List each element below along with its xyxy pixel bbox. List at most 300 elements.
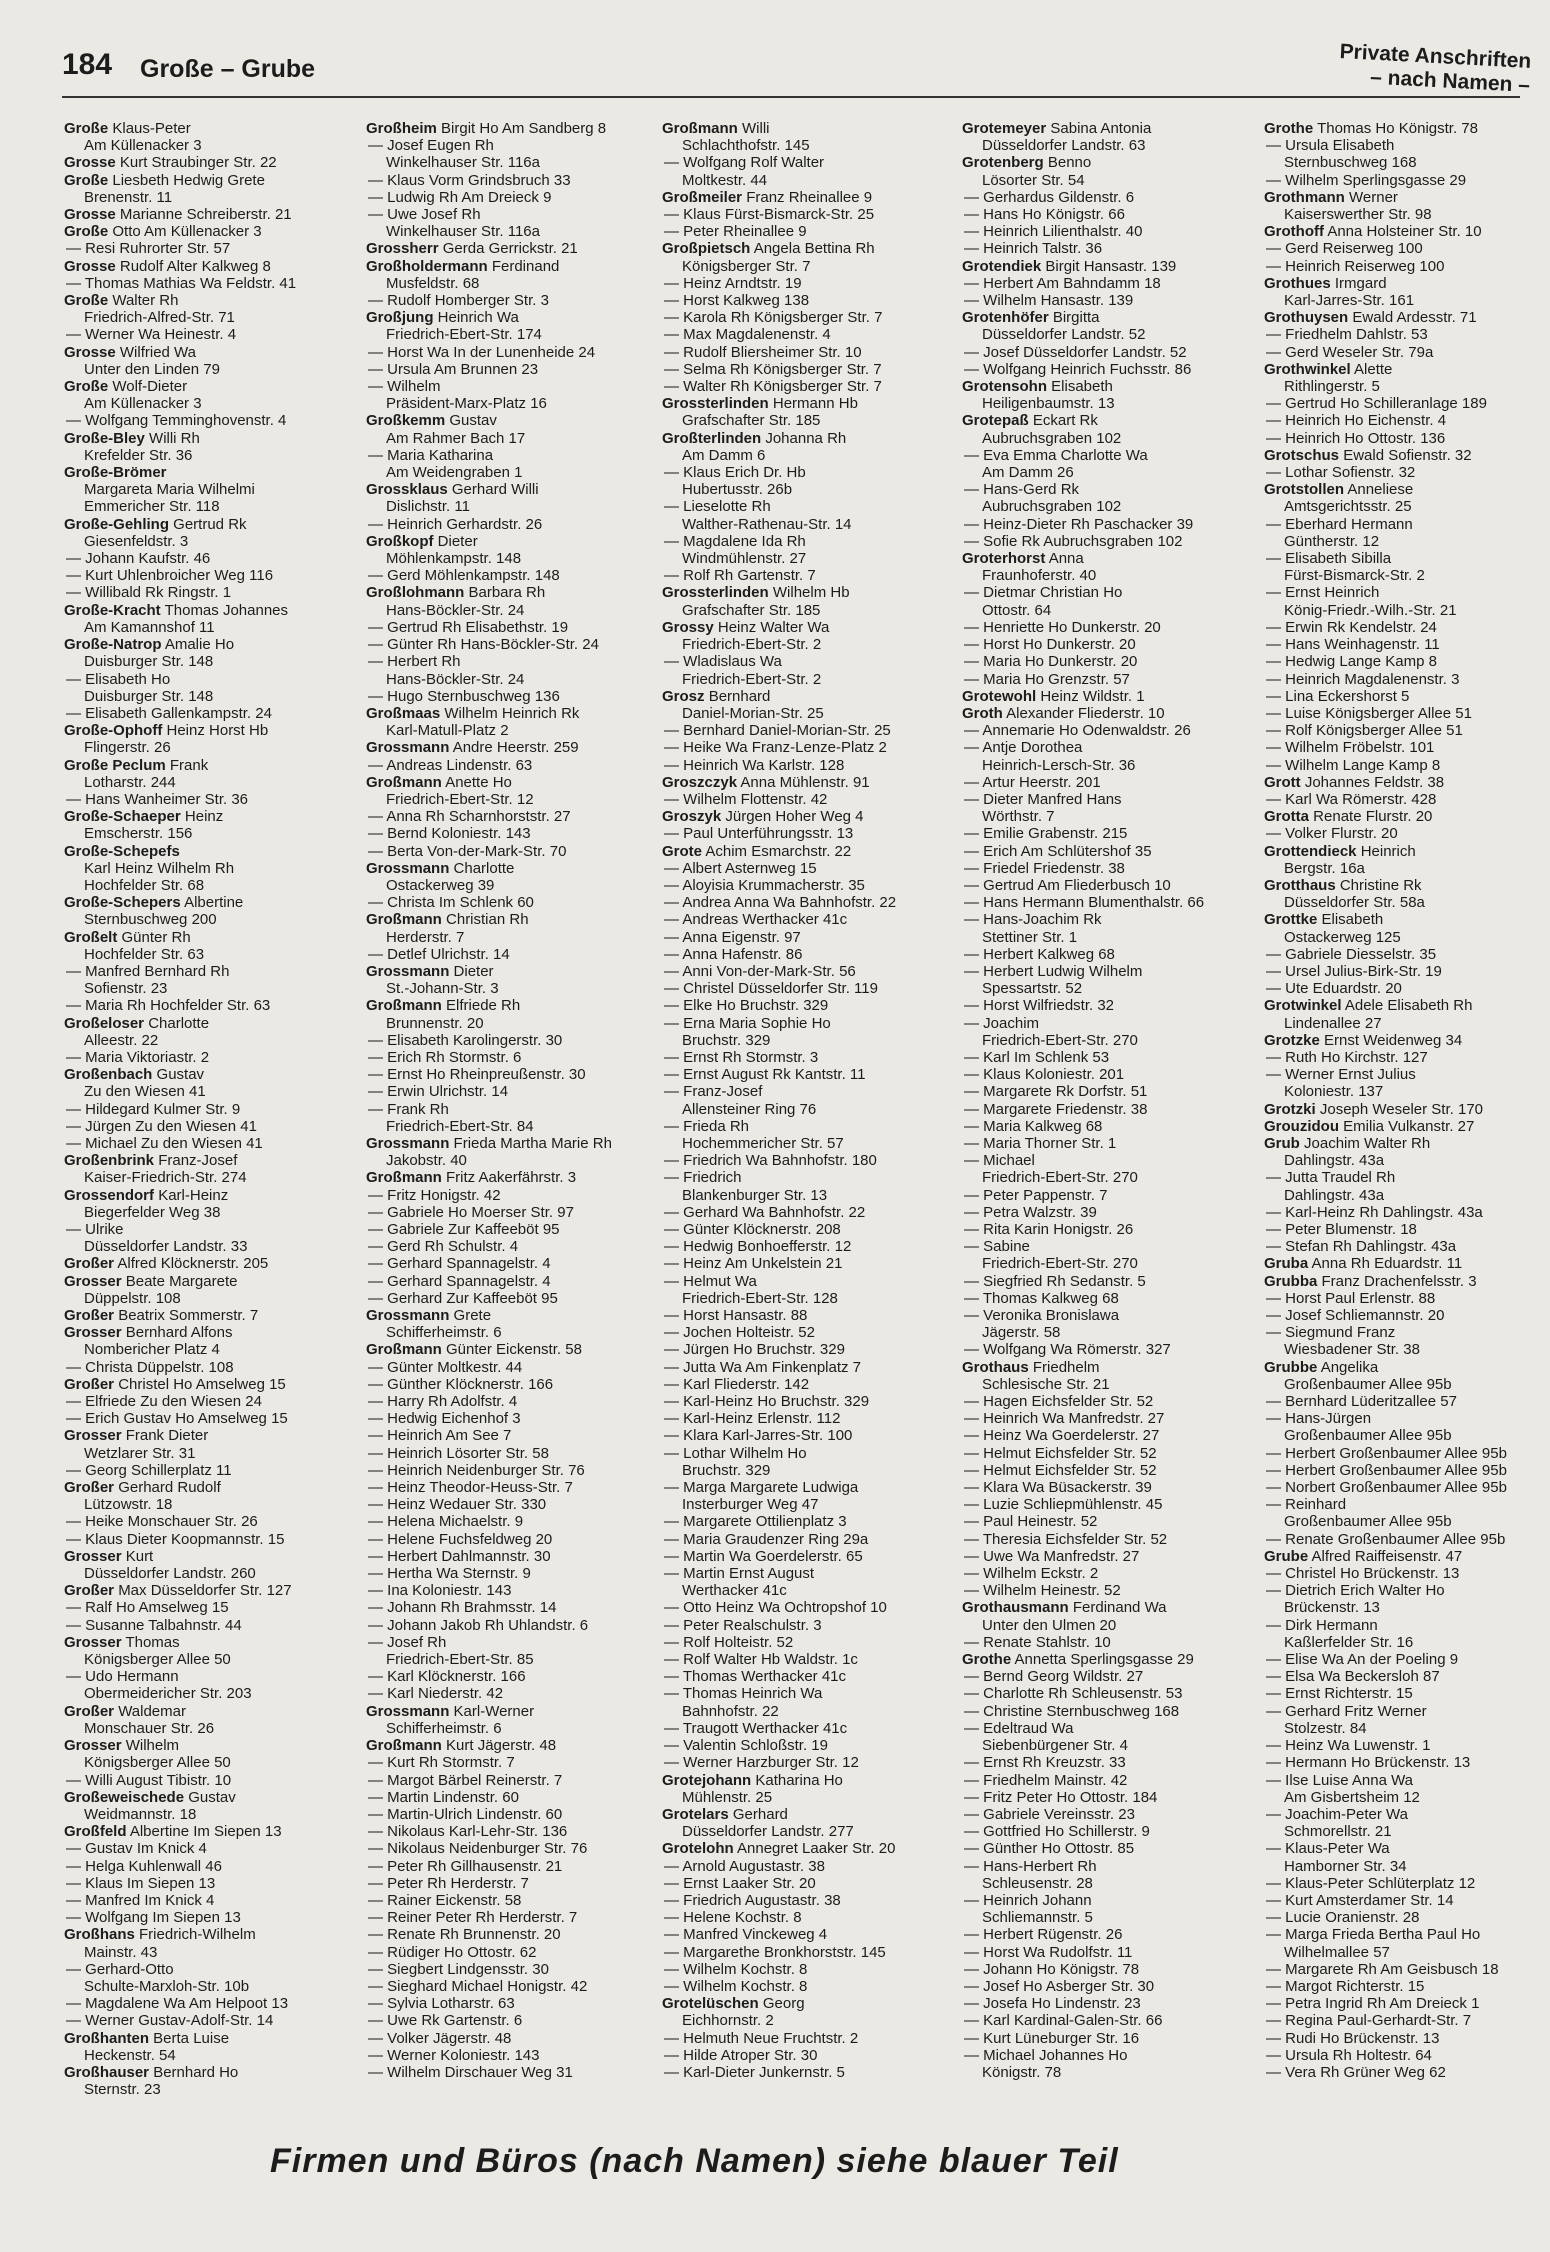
surname: Großlohmann <box>366 584 465 602</box>
sub-entry-line: — Gabriele Vereinsstr. 23 <box>964 1805 1135 1823</box>
sub-entry-line: — Thomas Mathias Wa Feldstr. 41 <box>66 274 297 292</box>
sub-entry-line: — Hans Weinhagenstr. 11 <box>1266 636 1440 654</box>
entry-details: Benno <box>1047 154 1092 172</box>
entry-line <box>1264 223 1550 240</box>
sub-entry-line: — Peter Realschulstr. 3 <box>664 1616 822 1634</box>
entry-line <box>1264 843 1550 860</box>
surname: Grossmann <box>366 1307 450 1325</box>
sub-entry-line: — Jutta Traudel Rh <box>1266 1169 1396 1187</box>
entry-details: Bernhard Alfons <box>125 1324 233 1342</box>
surname: Grosser <box>64 1324 122 1342</box>
sub-entry-line: — Hans-Joachim Rk <box>964 911 1102 929</box>
sub-entry-line: — Karl-Heinz Rh Dahlingstr. 43a <box>1266 1203 1483 1221</box>
sub-entry-line: — Andrea Anna Wa Bahnhofstr. 22 <box>664 894 897 912</box>
entry-line <box>366 120 658 137</box>
sub-entry-line: — Hans Hermann Blumenthalstr. 66 <box>964 894 1205 912</box>
sub-entry-line: — Maria Viktoriastr. 2 <box>66 1048 210 1066</box>
entry-details: Anna <box>1048 550 1084 568</box>
sub-entry-line: — Fritz Honigstr. 42 <box>368 1186 501 1204</box>
continuation-line: Zu den Wiesen 41 <box>84 1083 206 1101</box>
sub-entry-line: — Horst Hansastr. 88 <box>664 1307 808 1325</box>
sub-entry-line: — Martin Wa Goerdelerstr. 65 <box>664 1547 863 1565</box>
entry-line <box>64 172 356 189</box>
sub-entry-line: — Hugo Sternbuschweg 136 <box>368 687 560 705</box>
sub-entry-line: — Elisabeth Ho <box>66 670 171 688</box>
sub-entry-line: — Uwe Josef Rh <box>368 206 481 224</box>
entry-line <box>366 412 658 429</box>
entry-details: Anna Holsteiner Str. 10 <box>1327 223 1482 241</box>
continuation-line: Stolzestr. 84 <box>1284 1719 1367 1737</box>
surname: Grossendorf <box>64 1186 155 1204</box>
sub-entry-line: — Ilse Luise Anna Wa <box>1266 1771 1414 1789</box>
entry-details: Annegret Laaker Str. 20 <box>737 1840 896 1858</box>
sub-entry-line: — Hans Ho Königstr. 66 <box>964 206 1125 224</box>
entry-line <box>64 2064 356 2081</box>
entry-line <box>662 430 954 447</box>
sub-entry-line: — Wilhelm Sperlingsgasse 29 <box>1266 171 1467 189</box>
sub-entry-line: — Herbert Großenbaumer Allee 95b <box>1266 1444 1507 1462</box>
sub-entry-line: — Christine Sternbuschweg 168 <box>964 1702 1180 1720</box>
surname: Grotensohn <box>962 378 1047 396</box>
page-number: 184 <box>62 48 113 81</box>
sub-entry-line: — Karola Rh Königsberger Str. 7 <box>664 309 883 327</box>
continuation-line: Sternstr. 23 <box>84 2081 161 2099</box>
continuation-line: Königstr. 78 <box>982 2063 1062 2081</box>
surname: Grosser <box>64 1547 122 1565</box>
entry-line <box>1264 1032 1550 1049</box>
sub-entry-line: — Manfred Bernhard Rh <box>66 962 230 980</box>
surname: Grossmann <box>366 859 450 877</box>
continuation-line: Amtsgerichtsstr. 25 <box>1284 498 1412 516</box>
sub-entry-line: — Rudolf Homberger Str. 3 <box>368 292 549 310</box>
sub-entry-line: — Margarete Ottilienplatz 3 <box>664 1513 847 1531</box>
sub-entry-line: — Josef Düsseldorfer Landstr. 52 <box>964 343 1187 361</box>
sub-entry-line: — Josef Ho Asberger Str. 30 <box>964 1977 1155 1995</box>
surname: Grosser <box>64 1633 122 1651</box>
continuation-line: Unter den Ulmen 20 <box>982 1616 1117 1634</box>
continuation-line: Lindenallee 27 <box>1284 1014 1382 1032</box>
entry-line <box>1264 997 1550 1014</box>
sub-entry-line: — Johann Rh Brahmsstr. 14 <box>368 1599 557 1617</box>
column-4 <box>962 120 1254 2081</box>
entry-line <box>962 412 1254 429</box>
continuation-line: Brenenstr. 11 <box>84 188 173 206</box>
sub-entry-line: — Gerhard Spannagelstr. 4 <box>368 1255 551 1273</box>
surname: Großmeiler <box>662 188 743 206</box>
surname: Grotthaus <box>1264 876 1336 894</box>
entry-details: Thomas Ho Königstr. 78 <box>1317 120 1478 137</box>
entry-line <box>662 688 954 705</box>
surname: Grouzidou <box>1264 1117 1339 1135</box>
sub-entry-line: — Anna Hafenstr. 86 <box>664 945 803 963</box>
sub-entry-line: — Heike Monschauer Str. 26 <box>66 1513 258 1531</box>
sub-entry-line: — Maria Graudenzer Ring 29a <box>664 1530 869 1548</box>
continuation-line: Heinrich-Lersch-Str. 36 <box>982 756 1136 774</box>
sub-entry-line: — Friedrich Augustastr. 38 <box>664 1891 841 1909</box>
entry-line <box>1264 275 1550 292</box>
entry-line <box>366 1169 658 1186</box>
sub-entry-line: — Thomas Heinrich Wa <box>664 1685 823 1703</box>
surname: Großer <box>64 1582 115 1600</box>
sub-entry-line: — Heinrich Magdalenenstr. 3 <box>1266 670 1460 688</box>
continuation-line: Königsberger Allee 50 <box>84 1651 231 1669</box>
entry-line <box>962 378 1254 395</box>
continuation-line: Präsident-Marx-Platz 16 <box>386 395 547 413</box>
surname: Großenbach <box>64 1066 153 1084</box>
sub-entry-line: — Johann Kaufstr. 46 <box>66 550 211 568</box>
column-2 <box>366 120 658 2081</box>
sub-entry-line: — Ursula Rh Holtestr. 64 <box>1266 2046 1432 2064</box>
sub-entry-line: — Siegmund Franz <box>1266 1324 1396 1342</box>
continuation-line: Brunnenstr. 20 <box>386 1014 484 1032</box>
entry-line <box>64 636 356 653</box>
sub-entry-line: — Sofie Rk Aubruchsgraben 102 <box>964 532 1183 550</box>
surname: Großer <box>64 1375 115 1393</box>
continuation-line: Düsseldorfer Landstr. 33 <box>84 1238 248 1256</box>
entry-line <box>1264 1135 1550 1152</box>
sub-entry-line: — Josef Schliemannstr. 20 <box>1266 1307 1445 1325</box>
sub-entry-line: — Friedrich <box>664 1169 742 1187</box>
surname: Großer <box>64 1307 115 1325</box>
surname: Grotelars <box>662 1805 729 1823</box>
sub-entry-line: — Wilhelm <box>368 378 441 396</box>
entry-line <box>962 1599 1254 1616</box>
entry-details: Fritz Aakerfährstr. 3 <box>446 1169 577 1187</box>
entry-details: Friedhelm <box>1032 1358 1100 1376</box>
sub-entry-line: — Helmut Wa <box>664 1272 757 1290</box>
entry-line <box>64 516 356 533</box>
sub-entry-line: — Theresia Eichsfelder Str. 52 <box>964 1530 1168 1548</box>
entry-line <box>64 206 356 223</box>
sub-entry-line: — Helena Michaelstr. 9 <box>368 1513 524 1531</box>
entry-details: Rudolf Alter Kalkweg 8 <box>119 257 271 275</box>
entry-details: Heinrich <box>1360 842 1416 860</box>
sub-entry-line: — Hermann Ho Brückenstr. 13 <box>1266 1754 1471 1772</box>
sub-entry-line: — Heike Wa Franz-Lenze-Platz 2 <box>664 739 887 757</box>
entry-line <box>662 619 954 636</box>
sub-entry-line: — Horst Wa In der Lunenheide 24 <box>368 343 596 361</box>
sub-entry-line: — Gerhard Wa Bahnhofstr. 22 <box>664 1203 866 1221</box>
entry-details: Christine Rk <box>1339 876 1422 894</box>
sub-entry-line: — Volker Flurstr. 20 <box>1266 825 1398 843</box>
sub-entry-line: — Gerhard Zur Kaffeeböt 95 <box>368 1289 558 1307</box>
sub-entry-line: — Ernst Richterstr. 15 <box>1266 1685 1413 1703</box>
sub-entry-line: — Wilhelm Fröbelstr. 101 <box>1266 739 1435 757</box>
surname: Grothues <box>1264 274 1331 292</box>
entry-line <box>366 258 658 275</box>
entry-details: Elisabeth <box>1321 911 1384 929</box>
continuation-line: Duisburger Str. 148 <box>84 687 214 705</box>
continuation-line: Hochemmericher Str. 57 <box>682 1134 844 1152</box>
sub-entry-line: — Siegfried Rh Sedanstr. 5 <box>964 1272 1146 1290</box>
continuation-line: Eichhornstr. 2 <box>682 2012 774 2030</box>
sub-entry-line: — Horst Wilfriedstr. 32 <box>964 997 1115 1015</box>
entry-details: Joachim Walter Rh <box>1304 1134 1431 1152</box>
continuation-line: Düsseldorfer Landstr. 277 <box>682 1823 854 1841</box>
continuation-line: Walther-Rathenau-Str. 14 <box>682 515 852 533</box>
sub-entry-line: — Hedwig Bonhoefferstr. 12 <box>664 1238 852 1256</box>
sub-entry-line: — Harry Rh Adolfstr. 4 <box>368 1393 518 1411</box>
sub-entry-line: — Werner Ernst Julius <box>1266 1066 1416 1084</box>
sub-entry-line: — Eberhard Hermann <box>1266 515 1413 533</box>
sub-entry-line: — Anna Rh Scharnhorststr. 27 <box>368 808 571 826</box>
entry-details: Willi Rh <box>149 429 200 447</box>
sub-entry-line: — Annemarie Ho Odenwaldstr. 26 <box>964 722 1191 740</box>
entry-details: Alfred Klöcknerstr. 205 <box>117 1255 269 1273</box>
sub-entry-line: — Aloyisia Krummacherstr. 35 <box>664 876 865 894</box>
continuation-line: Friedrich-Ebert-Str. 128 <box>682 1289 838 1307</box>
sub-entry-line: — Horst Paul Erlenstr. 88 <box>1266 1289 1436 1307</box>
entry-line <box>64 843 356 860</box>
continuation-line: Brückenstr. 13 <box>1284 1599 1380 1617</box>
sub-entry-line: — Nikolaus Neidenburger Str. 76 <box>368 1840 588 1858</box>
continuation-line: Karl-Jarres-Str. 161 <box>1284 292 1415 310</box>
continuation-line: Krefelder Str. 36 <box>84 446 193 464</box>
sub-entry-line: — Dieter Manfred Hans <box>964 790 1122 808</box>
continuation-line: Musfeldstr. 68 <box>386 274 480 292</box>
surname: Große-Ophoff <box>64 722 163 740</box>
entry-details: Birgit Ho Am Sandberg 8 <box>441 120 607 137</box>
entry-line <box>662 843 954 860</box>
entry-details: Albertine <box>184 894 244 912</box>
sub-entry-line: — Sieghard Michael Honigstr. 42 <box>368 1977 588 1995</box>
sub-entry-line: — Hans-Gerd Rk <box>964 481 1080 499</box>
sub-entry-line: — Hilde Atroper Str. 30 <box>664 2046 818 2064</box>
section-label <box>1338 40 1532 98</box>
continuation-line: Schliemannstr. 5 <box>982 1909 1093 1927</box>
sub-entry-line: — Ludwig Rh Am Dreieck 9 <box>368 188 552 206</box>
sub-entry-line: — Günter Rh Hans-Böckler-Str. 24 <box>368 636 599 654</box>
sub-entry-line: — Jutta Wa Am Finkenplatz 7 <box>664 1358 862 1376</box>
entry-details: Christian Rh <box>446 911 529 929</box>
entry-details: Angelika <box>1320 1358 1379 1376</box>
entry-details: Anette Ho <box>445 773 512 791</box>
sub-entry-line: — Karl Im Schlenk 53 <box>964 1048 1110 1066</box>
sub-entry-line: — Magdalene Ida Rh <box>664 532 806 550</box>
sub-entry-line: — Margarethe Bronkhorststr. 145 <box>664 1943 886 1961</box>
sub-entry-line: — Rudi Ho Brückenstr. 13 <box>1266 2029 1440 2047</box>
entry-details: Kurt <box>125 1547 154 1565</box>
sub-entry-line: — Anna Eigenstr. 97 <box>664 928 801 946</box>
continuation-line: Kaßlerfelder Str. 16 <box>1284 1633 1414 1651</box>
sub-entry-line: — Paul Heinestr. 52 <box>964 1513 1098 1531</box>
sub-entry-line: — Udo Hermann <box>66 1668 179 1686</box>
entry-line <box>64 808 356 825</box>
sub-entry-line: — Margarete Rk Dorfstr. 51 <box>964 1083 1148 1101</box>
entry-details: Gerhard Rudolf <box>118 1479 221 1497</box>
surname: Grotewohl <box>962 687 1037 705</box>
surname: Grottendieck <box>1264 842 1357 860</box>
sub-entry-line: — Hedwig Lange Kamp 8 <box>1266 653 1437 671</box>
sub-entry-line: — Rolf Rh Gartenstr. 7 <box>664 567 816 585</box>
entry-details: Andre Heerstr. 259 <box>452 739 579 757</box>
surname: Grotwinkel <box>1264 997 1342 1015</box>
sub-entry-line: — Heinz Wedauer Str. 330 <box>368 1496 547 1514</box>
entry-details: Wilhelm Hb <box>772 584 850 602</box>
continuation-line: Fürst-Bismarck-Str. 2 <box>1284 567 1425 585</box>
entry-line <box>1264 1255 1550 1272</box>
entry-details: Charlotte <box>148 1014 210 1032</box>
continuation-line: Ottostr. 64 <box>982 601 1052 619</box>
surname: Große <box>64 171 109 189</box>
surname: Großjung <box>366 309 434 327</box>
continuation-line: Sternbuschweg 168 <box>1284 154 1417 172</box>
sub-entry-line: — Margot Richterstr. 15 <box>1266 1977 1425 1995</box>
entry-details: Alette <box>1354 360 1393 378</box>
sub-entry-line: — Heinz Arndtstr. 19 <box>664 274 802 292</box>
sub-entry-line: — Ernst Heinrich <box>1266 584 1380 602</box>
entry-line <box>366 739 658 756</box>
sub-entry-line: — Herbert Ludwig Wilhelm <box>964 962 1143 980</box>
sub-entry-line: — Josefa Ho Lindenstr. 23 <box>964 1995 1141 2013</box>
sub-entry-line: — Elsa Wa Beckersloh 87 <box>1266 1668 1440 1686</box>
entry-line <box>1264 309 1550 326</box>
sub-entry-line: — Friedel Friedenstr. 38 <box>964 859 1125 877</box>
surname: Grossterlinden <box>662 395 769 413</box>
continuation-line: Düsseldorfer Str. 58a <box>1284 894 1425 912</box>
continuation-line: Wilhelmallee 57 <box>1284 1943 1390 1961</box>
entry-line <box>64 292 356 309</box>
entry-details: Marianne Schreiberstr. 21 <box>119 206 292 224</box>
surname: Grotenhöfer <box>962 309 1049 327</box>
continuation-line: Mühlenstr. 25 <box>682 1788 773 1806</box>
entry-line <box>64 1066 356 1083</box>
sub-entry-line: — Rolf Königsberger Allee 51 <box>1266 722 1463 740</box>
entry-line <box>1264 120 1550 137</box>
entry-details: Franz Drachenfelsstr. 3 <box>1321 1272 1477 1290</box>
surname: Großenbrink <box>64 1152 155 1170</box>
continuation-line: Aubruchsgraben 102 <box>982 498 1122 516</box>
sub-entry-line: — Joachim <box>964 1014 1040 1032</box>
sub-entry-line: — Ulrike <box>66 1221 124 1238</box>
continuation-line: Mainstr. 43 <box>84 1943 158 1961</box>
continuation-line: Alleestr. 22 <box>84 1031 159 1049</box>
continuation-line: Ostackerweg 39 <box>386 876 495 894</box>
sub-entry-line: — Andreas Lindenstr. 63 <box>368 756 533 774</box>
continuation-line: Friedrich-Ebert-Str. 2 <box>682 670 822 688</box>
surname: Grothe <box>962 1651 1012 1669</box>
continuation-line: Lützowstr. 18 <box>84 1496 173 1514</box>
sub-entry-line: — Horst Wa Rudolfstr. 11 <box>964 1943 1133 1961</box>
sub-entry-line: — Lothar Sofienstr. 32 <box>1266 464 1416 482</box>
sub-entry-line: — Wilhelm Heinestr. 52 <box>964 1582 1121 1600</box>
entry-details: Beate Margarete <box>125 1272 238 1290</box>
entry-details: Christel Ho Amselweg 15 <box>118 1375 286 1393</box>
sub-entry-line: — Heinrich Ho Ottostr. 136 <box>1266 429 1446 447</box>
entry-details: Gerda Gerrickstr. 21 <box>442 240 578 258</box>
entry-details: Anna Mühlenstr. 91 <box>740 773 870 791</box>
sub-entry-line: — Michael <box>964 1152 1035 1170</box>
entry-details: Katharina Ho <box>755 1771 843 1789</box>
continuation-line: Großenbaumer Allee 95b <box>1284 1375 1452 1393</box>
entry-line <box>1264 911 1550 928</box>
continuation-line: Friedrich-Ebert-Str. 12 <box>386 790 534 808</box>
sub-entry-line: — Werner Koloniestr. 143 <box>368 2046 540 2064</box>
surname: Großer <box>64 1702 115 1720</box>
sub-entry-line: — Elfriede Zu den Wiesen 24 <box>66 1393 262 1411</box>
sub-entry-line: — Klaus Koloniestr. 201 <box>964 1066 1125 1084</box>
continuation-line: Friedrich-Ebert-Str. 85 <box>386 1651 534 1669</box>
sub-entry-line: — Maria Ho Dunkerstr. 20 <box>964 653 1138 671</box>
sub-entry-line: — Berta Von-der-Mark-Str. 70 <box>368 842 567 860</box>
continuation-line: Bahnhofstr. 22 <box>682 1702 779 1720</box>
sub-entry-line: — Hans-Jürgen <box>1266 1410 1372 1428</box>
surname: Grotelohn <box>662 1840 734 1858</box>
sub-entry-line: — Peter Blumenstr. 18 <box>1266 1221 1417 1238</box>
sub-entry-line: — Max Magdalenenstr. 4 <box>664 326 831 344</box>
surname: Großer <box>64 1479 115 1497</box>
sub-entry-line: — Herbert Rh <box>368 653 461 671</box>
entry-details: Emilia Vulkanstr. 27 <box>1343 1117 1475 1135</box>
surname: Großhanten <box>64 2029 149 2047</box>
surname: Grossterlinden <box>662 584 769 602</box>
entry-details: Anneliese <box>1347 481 1414 499</box>
sub-entry-line: — Renate Großenbaumer Allee 95b <box>1266 1530 1506 1548</box>
sub-entry-line: — Ina Koloniestr. 143 <box>368 1582 512 1600</box>
entry-line <box>64 1324 356 1341</box>
sub-entry-line: — Wilhelm Flottenstr. 42 <box>664 790 828 808</box>
entry-details: Otto Am Küllenacker 3 <box>112 223 262 241</box>
surname: Grott <box>1264 773 1301 791</box>
entry-line <box>366 584 658 601</box>
sub-entry-line: — Friedhelm Dahlstr. 53 <box>1266 326 1428 344</box>
surname: Große-Schepefs <box>64 842 180 860</box>
sub-entry-line: — Lucie Oranienstr. 28 <box>1266 1909 1420 1927</box>
sub-entry-line: — Luzie Schliepmühlenstr. 45 <box>964 1496 1163 1514</box>
continuation-line: Flingerstr. 26 <box>84 739 171 757</box>
entry-details: Klaus-Peter <box>112 120 191 137</box>
surname: Grosz <box>662 687 705 705</box>
sub-entry-line: — Bernd Koloniestr. 143 <box>368 825 531 843</box>
surname: Grotejohann <box>662 1771 752 1789</box>
sub-entry-line: — Herbert Am Bahndamm 18 <box>964 274 1161 292</box>
sub-entry-line: — Günter Klöcknerstr. 208 <box>664 1221 841 1238</box>
entry-line <box>64 1789 356 1806</box>
surname: Große Peclum <box>64 756 166 774</box>
sub-entry-line: — Renate Rh Brunnenstr. 20 <box>368 1926 561 1944</box>
continuation-line: Rithlingerstr. 5 <box>1284 378 1380 396</box>
sub-entry-line: — Martin Ernst August <box>664 1565 815 1583</box>
continuation-line: Hochfelder Str. 68 <box>84 876 205 894</box>
entry-line <box>64 1479 356 1496</box>
entry-details: Birgit Hansastr. 139 <box>1045 257 1177 275</box>
sub-entry-line: — Frieda Rh <box>664 1117 750 1135</box>
sub-entry-line: — Petra Ingrid Rh Am Dreieck 1 <box>1266 1995 1480 2013</box>
surname: Grothausmann <box>962 1599 1069 1617</box>
entry-line <box>662 395 954 412</box>
surname: Große-Kracht <box>64 601 161 619</box>
sub-entry-line: — Ute Eduardstr. 20 <box>1266 980 1402 998</box>
entry-details: Bernhard <box>708 687 771 705</box>
continuation-line: Daniel-Morian-Str. 25 <box>682 704 824 722</box>
entry-line <box>64 1427 356 1444</box>
sub-entry-line: — Maria Rh Hochfelder Str. 63 <box>66 997 271 1015</box>
entry-details: Heinz Wildstr. 1 <box>1040 687 1145 705</box>
entry-line <box>1264 1548 1550 1565</box>
entry-line <box>366 963 658 980</box>
continuation-line: Am Küllenacker 3 <box>84 137 202 155</box>
sub-entry-line: — Heinrich Talstr. 36 <box>964 240 1103 258</box>
entry-details: Sabina Antonia <box>1050 120 1152 137</box>
sub-entry-line: — Thomas Werthacker 41c <box>664 1668 847 1686</box>
sub-entry-line: — Marga Frieda Bertha Paul Ho <box>1266 1926 1481 1944</box>
sub-entry-line: — Valentin Schloßstr. 19 <box>664 1737 828 1755</box>
continuation-line: Friedrich-Ebert-Str. 270 <box>982 1169 1138 1187</box>
entry-details: Ernst Weidenweg 34 <box>1324 1031 1463 1049</box>
continuation-line: Großenbaumer Allee 95b <box>1284 1513 1452 1531</box>
sub-entry-line: — Helmut Eichsfelder Str. 52 <box>964 1461 1157 1479</box>
continuation-line: Königsberger Allee 50 <box>84 1754 231 1772</box>
